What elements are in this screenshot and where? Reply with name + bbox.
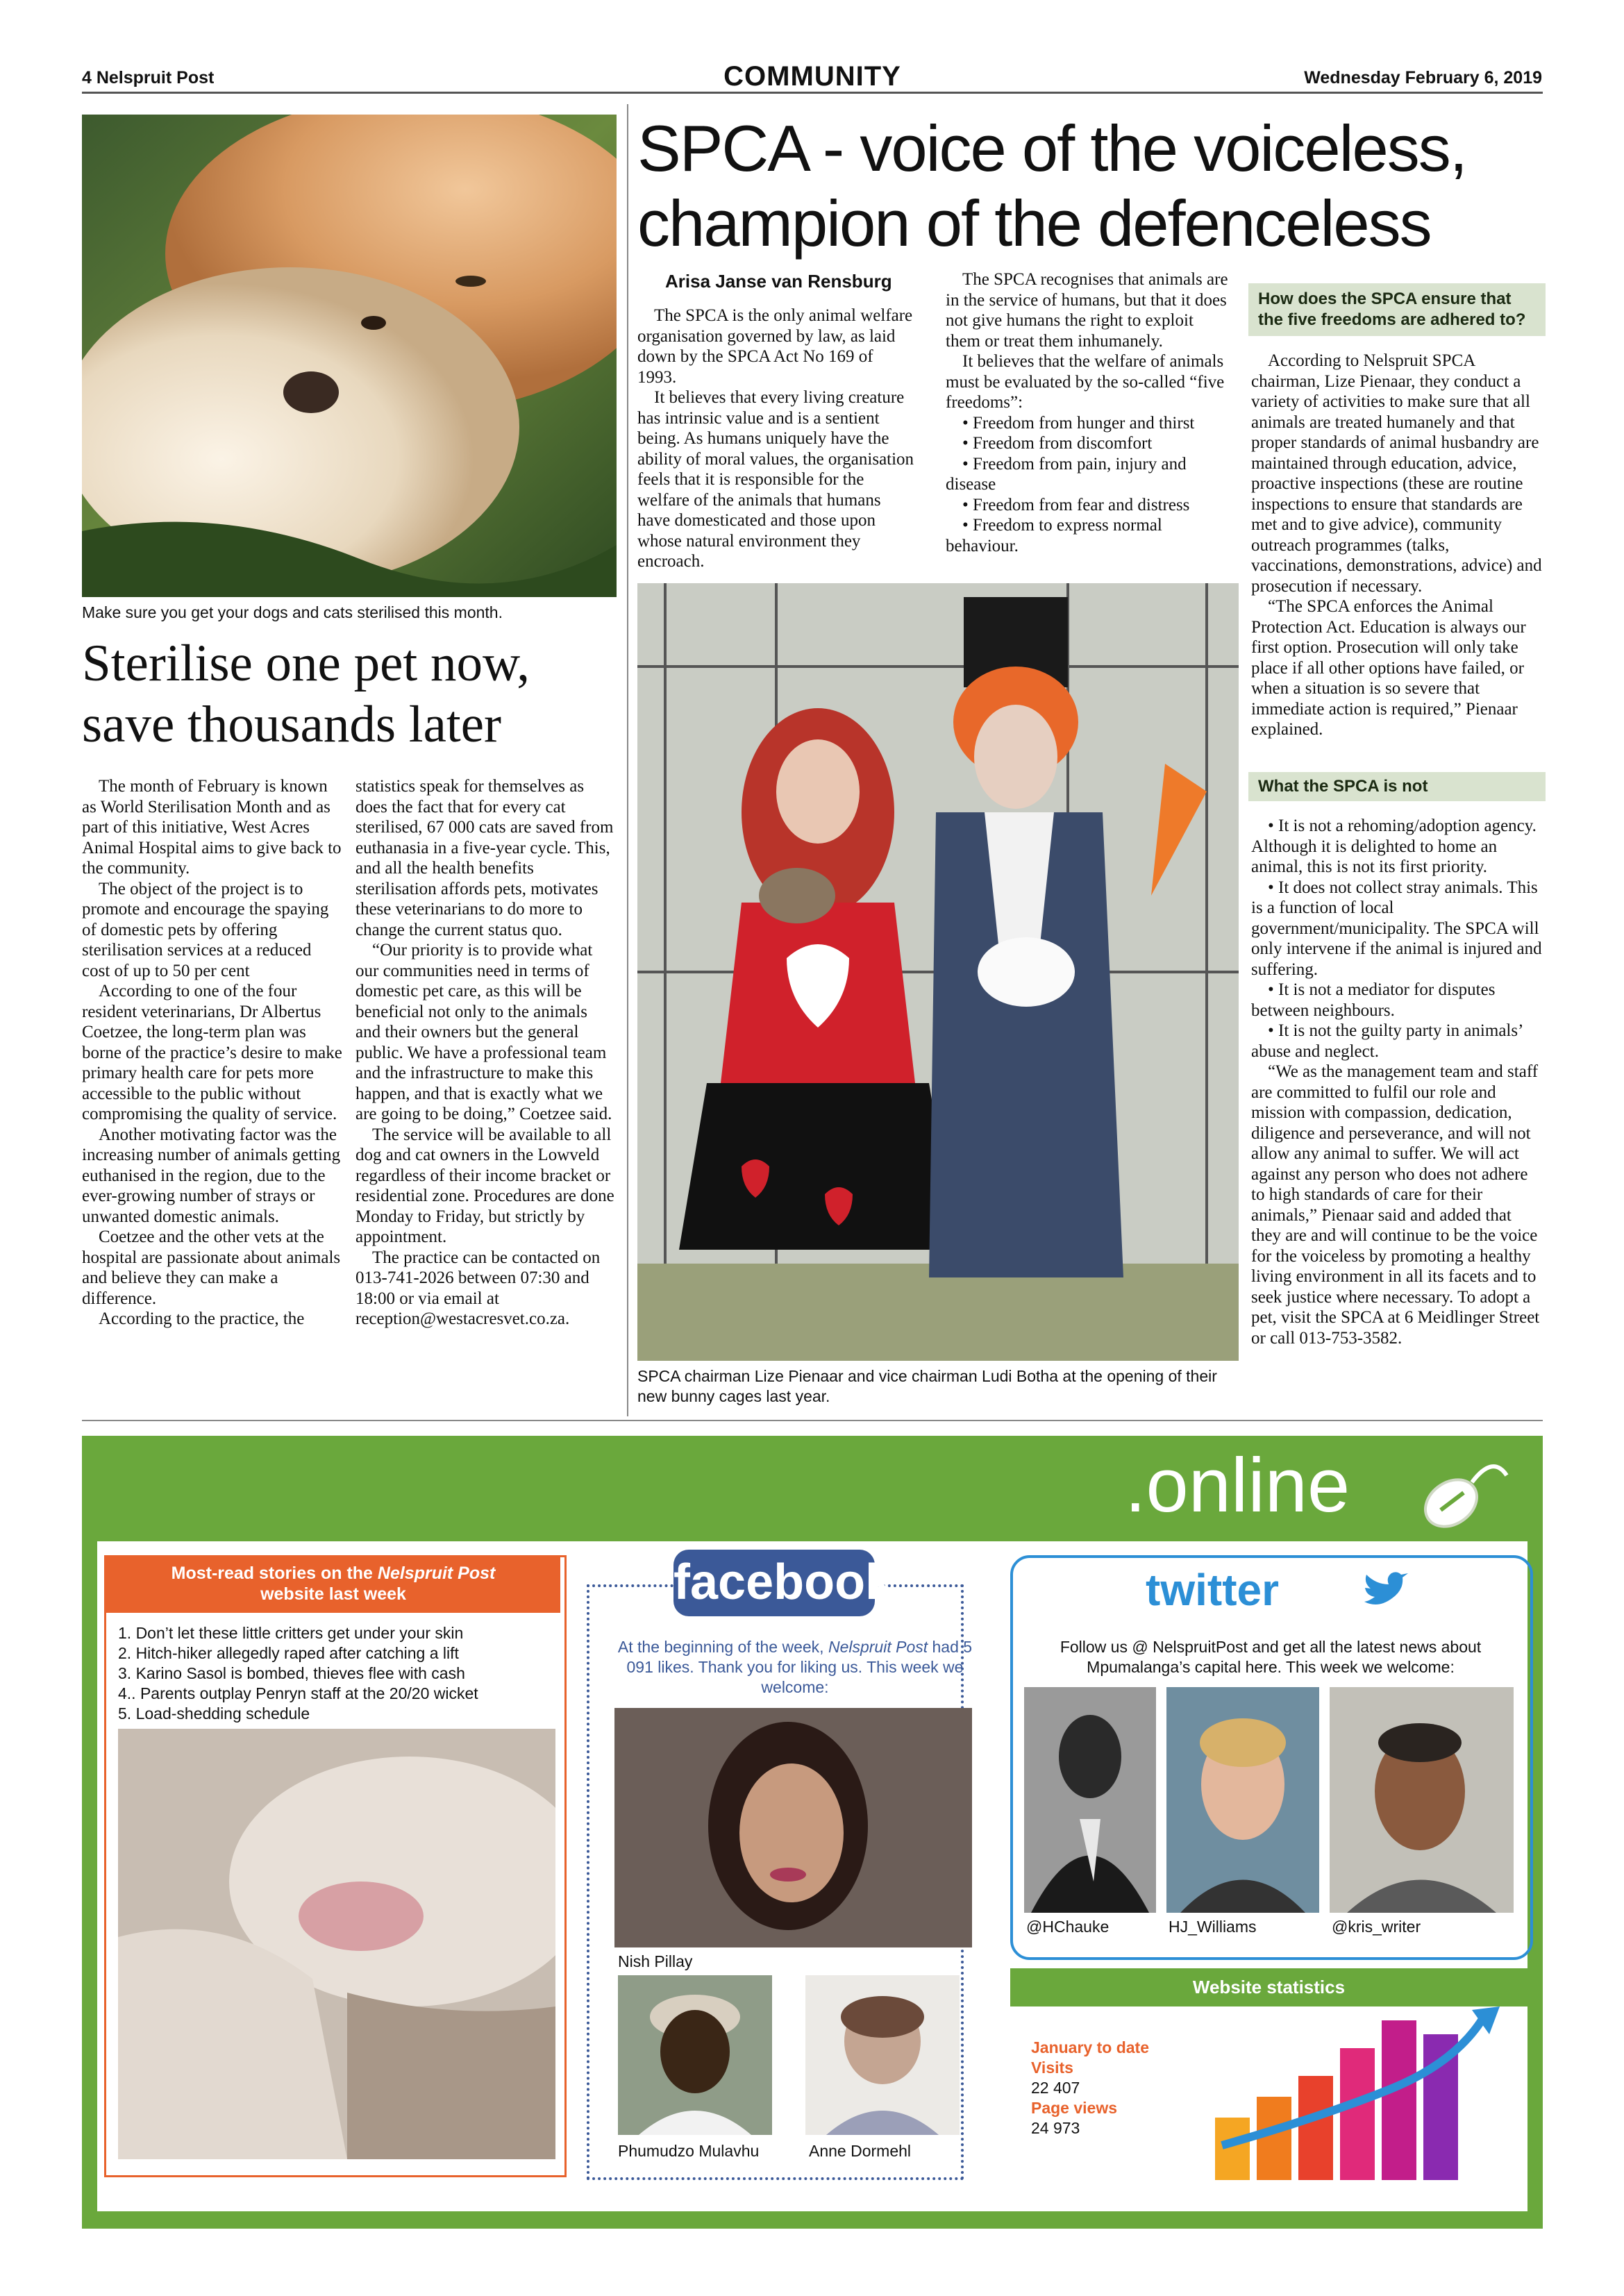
- facebook-logo: facebook: [673, 1550, 875, 1616]
- stats-pageviews-value: 24 973: [1031, 2119, 1080, 2137]
- byline: Arisa Janse van Rensburg: [665, 271, 892, 292]
- sidebar-what-spca-is-not-paragraph: • It is not the guilty party in animals’ abuse and neglect.: [1251, 1021, 1523, 1061]
- column-divider: [627, 104, 628, 1416]
- stats-pageviews-label: Page views: [1031, 2099, 1118, 2117]
- sidebar-what-spca-is-not-text: [1251, 816, 1543, 1348]
- twitter-photo-2: [1166, 1687, 1319, 1913]
- stats-heading: Website statistics: [1010, 1968, 1527, 2006]
- left-article-paragraph: Coetzee and the other vets at the hospital are passionate about animals and believe they can make a difference.: [82, 1227, 341, 1308]
- facebook-person-1: Nish Pillay: [618, 1952, 693, 1970]
- facebook-photo-3: [805, 1975, 960, 2135]
- mostread-heading: [106, 1557, 560, 1613]
- mouse-icon: [1409, 1455, 1521, 1531]
- stats-text: [1031, 2038, 1149, 2138]
- spca-article-paragraph: It believes that every living creature has intrinsic value and is a sentient being. As humans uniquely have the ability of moral values, the organisation feels that it is responsible for the welfare of the animals that humans have domesticated and those upon whose natural environment they encroach.: [637, 388, 914, 571]
- spca-article-paragraph: It believes that the welfare of animals must be evaluated by the so-called “five freedoms”:: [946, 352, 1225, 412]
- twitter-text: Follow us @ NelspruitPost and get all the latest news about Mpumalanga’s capital here. This week we welcome:: [1060, 1638, 1482, 1676]
- mostread-heading-paper: Nelspruit Post: [377, 1564, 496, 1583]
- twitter-bird-icon: [1361, 1570, 1409, 1612]
- spca-col1: [637, 305, 915, 572]
- twitter-person-1: @HChauke: [1026, 1918, 1110, 1936]
- freedom-item: • Freedom from discomfort: [962, 434, 1153, 453]
- left-article-paragraph: statistics speak for themselves as does the fact that for every cat sterilised, 67 000 cats are saved from euthanasia in a five-year cycle. This, and all the health benefits sterilisation affords pets, motivates these veterinarians to do more to change the current status quo.: [355, 777, 614, 939]
- sidebar-five-freedoms-paragraph: “The SPCA enforces the Animal Protection Act. Education is always our first option. Prosecution will only take place if all other options have failed, or when a situation is so severe that immediate action is required,” Pienaar explained.: [1251, 597, 1526, 739]
- freedom-item: • Freedom from fear and distress: [962, 495, 1190, 514]
- facebook-text-part1: At the beginning of the week,: [617, 1638, 828, 1656]
- freedom-item: • Freedom to express normal behaviour.: [946, 516, 1162, 555]
- left-headline-line2: save thousands later: [82, 696, 501, 753]
- left-article-paragraph: The month of February is known as World Sterilisation Month and as part of this initiative, West Acres Animal Hospital aims to give back to the community.: [82, 777, 342, 878]
- twitter-logo: twitter: [1146, 1565, 1279, 1615]
- spca-headline-line1: SPCA - voice of the voiceless,: [637, 112, 1466, 185]
- mostread-heading-part1: Most-read stories on the: [171, 1564, 378, 1583]
- spca-photo-caption: SPCA chairman Lize Pienaar and vice chairman Ludi Botha at the opening of their new bunny cages last year.: [637, 1367, 1217, 1405]
- page-folio: 4 Nelspruit Post: [82, 68, 215, 87]
- header-rule: [82, 92, 1543, 94]
- stats-period: January to date: [1031, 2038, 1149, 2056]
- pets-photo: [82, 115, 617, 597]
- spca-headline: [637, 111, 1547, 261]
- left-headline-line1: Sterilise one pet now,: [82, 635, 530, 692]
- spca-headline-line2: champion of the defenceless: [637, 187, 1431, 260]
- twitter-photo-3: [1330, 1687, 1514, 1913]
- sidebar-what-spca-is-not-paragraph: “We as the management team and staff are committed to fulfil our role and mission with compassion, dedication, diligence and perseverance, and will not allow any animal to suffer. We will act against any person who does not adhere to high standards of care for their animals,” Pienaar said and added that they are and will continue to be the voice for the voiceless by promoting a healthy living environment in all its facets and to seek justice where necessary. To adopt a pet, visit the SPCA at 6 Meidlinger Street or call 013-753-3582.: [1251, 1062, 1540, 1348]
- facebook-text: [611, 1637, 979, 1698]
- left-article-col1: [82, 776, 343, 1330]
- sidebar-five-freedoms-paragraph: According to Nelspruit SPCA chairman, Lize Pienaar, they conduct a variety of activities to make sure that all animals are treated humanely and that proper standards of animal husbandry are maintained through education, advice, proactive inspections (these are routine inspections to ensure that standards are met and to give advice), community outreach programmes (talks, vaccinations, demonstrations, advice) and prosecution if necessary.: [1251, 351, 1542, 596]
- freedom-item: • Freedom from pain, injury and disease: [946, 454, 1187, 494]
- left-article-col2: [355, 776, 617, 1330]
- twitter-person-2: HJ_Williams: [1169, 1918, 1257, 1936]
- left-article-paragraph: The practice can be contacted on 013-741-2026 between 07:30 and 18:00 or via email at reception@westacresvet.co.za.: [355, 1248, 601, 1328]
- mostread-item[interactable]: 3. Karino Sasol is bombed, thieves flee with cash: [118, 1664, 465, 1682]
- mostread-item[interactable]: 2. Hitch-hiker allegedly raped after catching a lift: [118, 1644, 459, 1662]
- sidebar-five-freedoms-text: [1251, 351, 1543, 740]
- stats-visits-value: 22 407: [1031, 2079, 1080, 2097]
- facebook-person-2: Phumudzo Mulavhu: [618, 2142, 760, 2160]
- left-article-paragraph: The object of the project is to promote and encourage the spaying of domestic pets by offering sterilisation services at a reduced cost of up to 50 per cent: [82, 879, 329, 980]
- mostread-photo: [118, 1729, 555, 2159]
- facebook-photo-2: [618, 1975, 772, 2135]
- sidebar-what-spca-is-not-paragraph: • It is not a rehoming/adoption agency. Although it is delighted to home an animal, this is not its first priority.: [1251, 816, 1537, 876]
- facebook-photo-1: [614, 1708, 972, 1947]
- left-article-paragraph: The service will be available to all dog and cat owners in the Lowveld regardless of their income bracket or residential zone. Procedures are done Monday to Friday, but strictly by appointment.: [355, 1125, 614, 1246]
- spca-col2: [946, 269, 1230, 556]
- mostread-item[interactable]: 5. Load-shedding schedule: [118, 1704, 310, 1723]
- facebook-text-part2: had 5 091 likes. Thank you for liking us. This week we welcome:: [626, 1638, 973, 1696]
- freedom-item: • Freedom from hunger and thirst: [962, 413, 1195, 433]
- spca-photo: [637, 583, 1239, 1361]
- stats-bar-graphic: [1208, 2006, 1514, 2194]
- twitter-photo-1: [1024, 1687, 1156, 1913]
- sidebar-what-spca-is-not-paragraph: • It is not a mediator for disputes between neighbours.: [1251, 980, 1496, 1020]
- left-headline: [82, 633, 623, 755]
- facebook-person-3: Anne Dormehl: [809, 2142, 912, 2160]
- spca-article-paragraph: The SPCA is the only animal welfare organisation governed by law, as laid down by the SPCA Act No 169 of 1993.: [637, 306, 913, 387]
- left-article-paragraph: Another motivating factor was the increasing number of animals getting euthanised in the region, due to the ever-growing number of strays or unwanted domestic animals.: [82, 1125, 341, 1226]
- issue-date: Wednesday February 6, 2019: [1304, 68, 1542, 87]
- stats-visits-label: Visits: [1031, 2059, 1073, 2077]
- sidebar-heading-five-freedoms: How does the SPCA ensure that the five freedoms are adhered to?: [1248, 283, 1546, 336]
- mostread-list: [118, 1623, 555, 1724]
- sidebar-what-spca-is-not-paragraph: • It does not collect stray animals. This is a function of local government/municipality. The SPCA will only intervene if the animal is injured and suffering.: [1251, 878, 1542, 979]
- spca-article-paragraph: The SPCA recognises that animals are in the service of humans, but that it does not give humans the right to exploit them or treat them inhumanely.: [946, 270, 1228, 351]
- online-brand: .online: [1125, 1443, 1350, 1528]
- left-article-paragraph: “Our priority is to provide what our communities need in terms of domestic pet care, as this will be beneficial not only to the animals and their owners but the general public. We have a professional team and the infrastructure to make this happen, and that is exactly what we are going to be doing,” Coetzee said.: [355, 941, 612, 1123]
- mostread-item[interactable]: 4.. Parents outplay Penryn staff at the 20/20 wicket: [118, 1684, 478, 1702]
- facebook-text-paper: Nelspruit Post: [828, 1638, 928, 1656]
- mostread-item[interactable]: 1. Don’t let these little critters get under your skin: [118, 1624, 464, 1642]
- left-article-paragraph: According to the practice, the: [99, 1309, 305, 1328]
- pets-photo-caption: Make sure you get your dogs and cats sterilised this month.: [82, 603, 503, 621]
- bottom-rule: [82, 1420, 1543, 1421]
- mostread-heading-part2: website last week: [260, 1584, 406, 1604]
- left-article-paragraph: According to one of the four resident veterinarians, Dr Albertus Coetzee, the long-term plan was borne of the practice’s desire to make primary health care for pets more accessible to the public without compromising the quality of service.: [82, 982, 342, 1123]
- sidebar-heading-what-spca-is-not: What the SPCA is not: [1248, 772, 1546, 801]
- section-title: COMMUNITY: [723, 61, 901, 92]
- twitter-person-3: @kris_writer: [1332, 1918, 1421, 1936]
